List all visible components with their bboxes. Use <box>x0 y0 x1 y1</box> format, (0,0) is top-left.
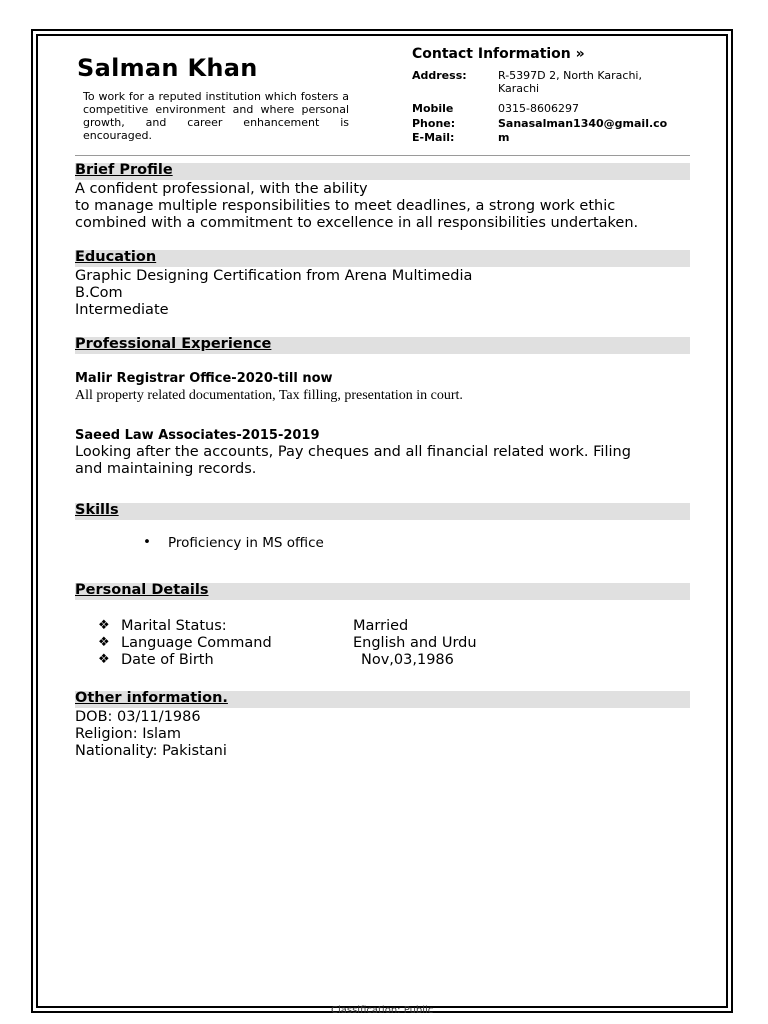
personal-detail-row <box>98 635 598 652</box>
detail-label: Date of Birth <box>121 652 214 668</box>
job-desc-saeed-line-1: Looking after the accounts, Pay cheques and all financial related work. Filing <box>75 444 631 460</box>
email-label: E-Mail: <box>412 131 455 144</box>
classification-footer: Classification: Public <box>331 1005 434 1016</box>
skill-text: Proficiency in MS office <box>168 535 324 551</box>
job-desc-malir: All property related documentation, Tax filling, presentation in court. <box>75 388 463 403</box>
diamond-bullet-icon: ❖ <box>98 652 110 667</box>
phone-label: Phone: <box>412 117 456 130</box>
email-value-line2[interactable]: m <box>498 131 510 144</box>
personal-detail-row <box>98 618 598 635</box>
section-other-information <box>75 691 690 708</box>
mobile-value: 0315-8606297 <box>498 102 579 115</box>
other-info-line: Nationality: Pakistani <box>75 743 227 759</box>
section-skills <box>75 503 690 520</box>
mobile-label: Mobile <box>412 102 454 115</box>
career-objective: To work for a reputed institution which fosters a competitive environment and where personal growth, and career enhancement is encouraged. <box>83 90 349 142</box>
header-divider <box>75 155 690 156</box>
section-professional-experience <box>75 337 690 354</box>
brief-profile-line-1: A confident professional, with the ability <box>75 181 368 197</box>
section-education <box>75 250 690 267</box>
detail-label: Marital Status: <box>121 618 227 634</box>
education-item: B.Com <box>75 285 123 301</box>
other-info-line: DOB: 03/11/1986 <box>75 709 201 725</box>
other-info-line: Religion: Islam <box>75 726 182 742</box>
brief-profile-line-2: to manage multiple responsibilities to meet deadlines, a strong work ethic <box>75 198 616 214</box>
job-title-saeed: Saeed Law Associates-2015-2019 <box>75 428 320 443</box>
address-value: R-5397D 2, North Karachi, Karachi <box>498 69 642 95</box>
section-heading: Education <box>75 249 157 265</box>
candidate-name: Salman Khan <box>77 54 258 82</box>
detail-value: Married <box>353 618 409 634</box>
section-heading: Skills <box>75 502 119 518</box>
education-item: Graphic Designing Certification from Arena Multimedia <box>75 268 473 284</box>
detail-label: Language Command <box>121 635 272 651</box>
section-heading: Other information. <box>75 690 228 706</box>
section-heading: Personal Details <box>75 582 209 598</box>
section-heading: Brief Profile <box>75 162 173 178</box>
detail-value: English and Urdu <box>353 635 477 651</box>
job-desc-saeed-line-2: and maintaining records. <box>75 461 257 477</box>
job-title-malir: Malir Registrar Office-2020-till now <box>75 371 333 386</box>
education-item: Intermediate <box>75 302 169 318</box>
address-label: Address: <box>412 69 467 82</box>
personal-detail-row <box>98 652 598 669</box>
contact-info-title: Contact Information » <box>412 46 585 62</box>
section-personal-details <box>75 583 690 600</box>
detail-value: Nov,03,1986 <box>361 652 454 668</box>
section-brief-profile <box>75 163 690 180</box>
bullet-icon: • <box>143 534 151 550</box>
section-heading: Professional Experience <box>75 336 272 352</box>
email-value-line1[interactable]: Sanasalman1340@gmail.co <box>498 117 668 130</box>
brief-profile-line-3: combined with a commitment to excellence in all responsibilities undertaken. <box>75 215 639 231</box>
diamond-bullet-icon: ❖ <box>98 635 110 650</box>
diamond-bullet-icon: ❖ <box>98 618 110 633</box>
